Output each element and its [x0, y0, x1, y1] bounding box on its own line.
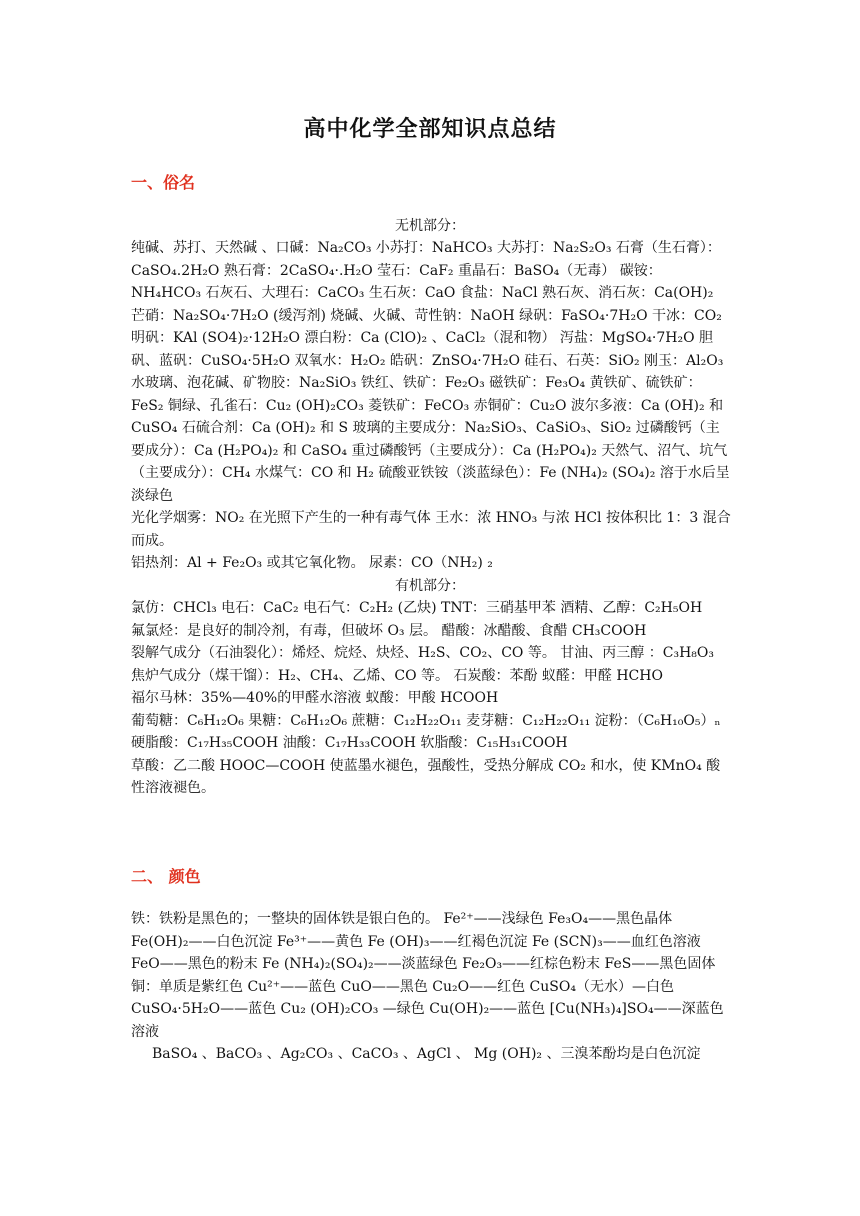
- inorganic-paragraph: 纯碱、苏打、天然碱 、口碱：Na₂CO₃ 小苏打：NaHCO₃ 大苏打：Na₂S₂O₃ 石膏（生石膏）：CaSO₄.2H₂O 熟石膏：2CaSO₄·.H₂O 莹石：CaF₂ 重晶石：BaSO₄（无毒） 碳铵：NH₄HCO₃ 石灰石、大理石：CaCO₃ 生石灰：CaO 食盐：NaCl 熟石灰、消石灰：Ca(OH)₂ 芒硝：Na₂SO₄·7H₂O (缓泻剂) 烧碱、火碱、苛性钠：NaOH 绿矾：FaSO₄·7H₂O 干冰：CO₂ 明矾：KAl (SO4)₂·12H₂O 漂白粉：Ca (ClO)₂ 、CaCl₂（混和物） 泻盐：MgSO₄·7H₂O 胆矾、蓝矾：CuSO₄·5H₂O 双氧水：H₂O₂ 皓矾：ZnSO₄·7H₂O 硅石、石英：SiO₂ 刚玉：Al₂O₃ 水玻璃、泡花碱、矿物胶：Na₂SiO₃ 铁红、铁矿：Fe₂O₃ 磁铁矿：Fe₃O₄ 黄铁矿、硫铁矿：FeS₂ 铜绿、孔雀石：Cu₂ (OH)₂CO₃ 菱铁矿：FeCO₃ 赤铜矿：Cu₂O 波尔多液：Ca (OH)₂ 和 CuSO₄ 石硫合剂：Ca (OH)₂ 和 S 玻璃的主要成分：Na₂SiO₃、CaSiO₃、SiO₂ 过磷酸钙（主要成分）：Ca (H₂PO₄)₂ 和 CaSO₄ 重过磷酸钙（主要成分）：Ca (H₂PO₄)₂ 天然气、沼气、坑气（主要成分）：CH₄ 水煤气：CO 和 H₂ 硫酸亚铁铵（淡蓝绿色）：Fe (NH₄)₂ (SO₄)₂ 溶于水后呈淡绿色: [131, 240, 730, 504]
- organic-paragraph: 氯仿：CHCl₃ 电石：CaC₂ 电石气：C₂H₂ (乙炔) TNT：三硝基甲苯 酒精、乙醇：C₂H₅OH: [131, 600, 703, 616]
- colors-paragraph: FeO——黑色的粉末 Fe (NH₄)₂(SO₄)₂——淡蓝绿色 Fe₂O₃——红棕色粉末 FeS——黑色固体: [131, 956, 716, 972]
- inorganic-subheading: 无机部分：: [395, 218, 465, 234]
- organic-subheading: 有机部分：: [395, 578, 465, 594]
- organic-paragraph: 硬脂酸：C₁₇H₃₅COOH 油酸：C₁₇H₃₃COOH 软脂酸：C₁₅H₃₁COOH: [131, 735, 568, 751]
- colors-paragraph: Fe(OH)₂——白色沉淀 Fe³⁺——黄色 Fe (OH)₃——红褐色沉淀 Fe (SCN)₃——血红色溶液: [131, 933, 701, 950]
- inorganic-paragraph: 光化学烟雾：NO₂ 在光照下产生的一种有毒气体 王水：浓 HNO₃ 与浓 HCl 按体积比 1：3 混合而成。: [131, 510, 731, 549]
- page-title: 高中化学全部知识点总结: [303, 117, 557, 142]
- organic-section: [131, 597, 731, 800]
- section-heading-common-names: 一、俗名: [131, 173, 196, 192]
- organic-paragraph: 草酸：乙二酸 HOOC—COOH 使蓝墨水褪色，强酸性，受热分解成 CO₂ 和水，使 KMnO₄ 酸性溶液褪色。: [131, 757, 721, 796]
- organic-paragraph: 葡萄糖：C₆H₁₂O₆ 果糖：C₆H₁₂O₆ 蔗糖：C₁₂H₂₂O₁₁ 麦芽糖：C₁₂H₂₂O₁₁ 淀粉：（C₆H₁₀O₅）ₙ: [131, 712, 721, 729]
- colors-paragraph: BaSO₄ 、BaCO₃ 、Ag₂CO₃ 、CaCO₃ 、AgCl 、 Mg (OH)₂ 、三溴苯酚均是白色沉淀: [152, 1046, 701, 1062]
- section-heading-colors: 二、 颜色: [131, 867, 201, 886]
- organic-paragraph: 福尔马林：35%—40%的甲醛水溶液 蚁酸：甲酸 HCOOH: [131, 690, 499, 706]
- inorganic-paragraph: 铝热剂：Al + Fe₂O₃ 或其它氧化物。 尿素：CO（NH₂) ₂: [131, 555, 493, 571]
- colors-section: [131, 908, 731, 1066]
- organic-paragraph: 氟氯烃：是良好的制冷剂，有毒，但破坏 O₃ 层。 醋酸：冰醋酸、食醋 CH₃COOH: [131, 622, 647, 639]
- inorganic-section: [131, 237, 731, 575]
- colors-paragraph: 铜：单质是紫红色 Cu²⁺——蓝色 CuO——黑色 Cu₂O——红色 CuSO₄（无水）—白色 CuSO₄·5H₂O——蓝色 Cu₂ (OH)₂CO₃ —绿色 Cu(OH)₂——蓝色 [Cu(NH₃)₄]SO₄——深蓝色溶液: [131, 978, 724, 1040]
- colors-paragraph: 铁：铁粉是黑色的；一整块的固体铁是银白色的。 Fe²⁺——浅绿色 Fe₃O₄——黑色晶体: [131, 911, 673, 927]
- organic-paragraph: 焦炉气成分（煤干馏）：H₂、CH₄、乙烯、CO 等。 石炭酸：苯酚 蚁醛：甲醛 HCHO: [131, 667, 663, 684]
- organic-paragraph: 裂解气成分（石油裂化）：烯烃、烷烃、炔烃、H₂S、CO₂、CO 等。 甘油、丙三醇 ：C₃H₈O₃: [131, 645, 714, 661]
